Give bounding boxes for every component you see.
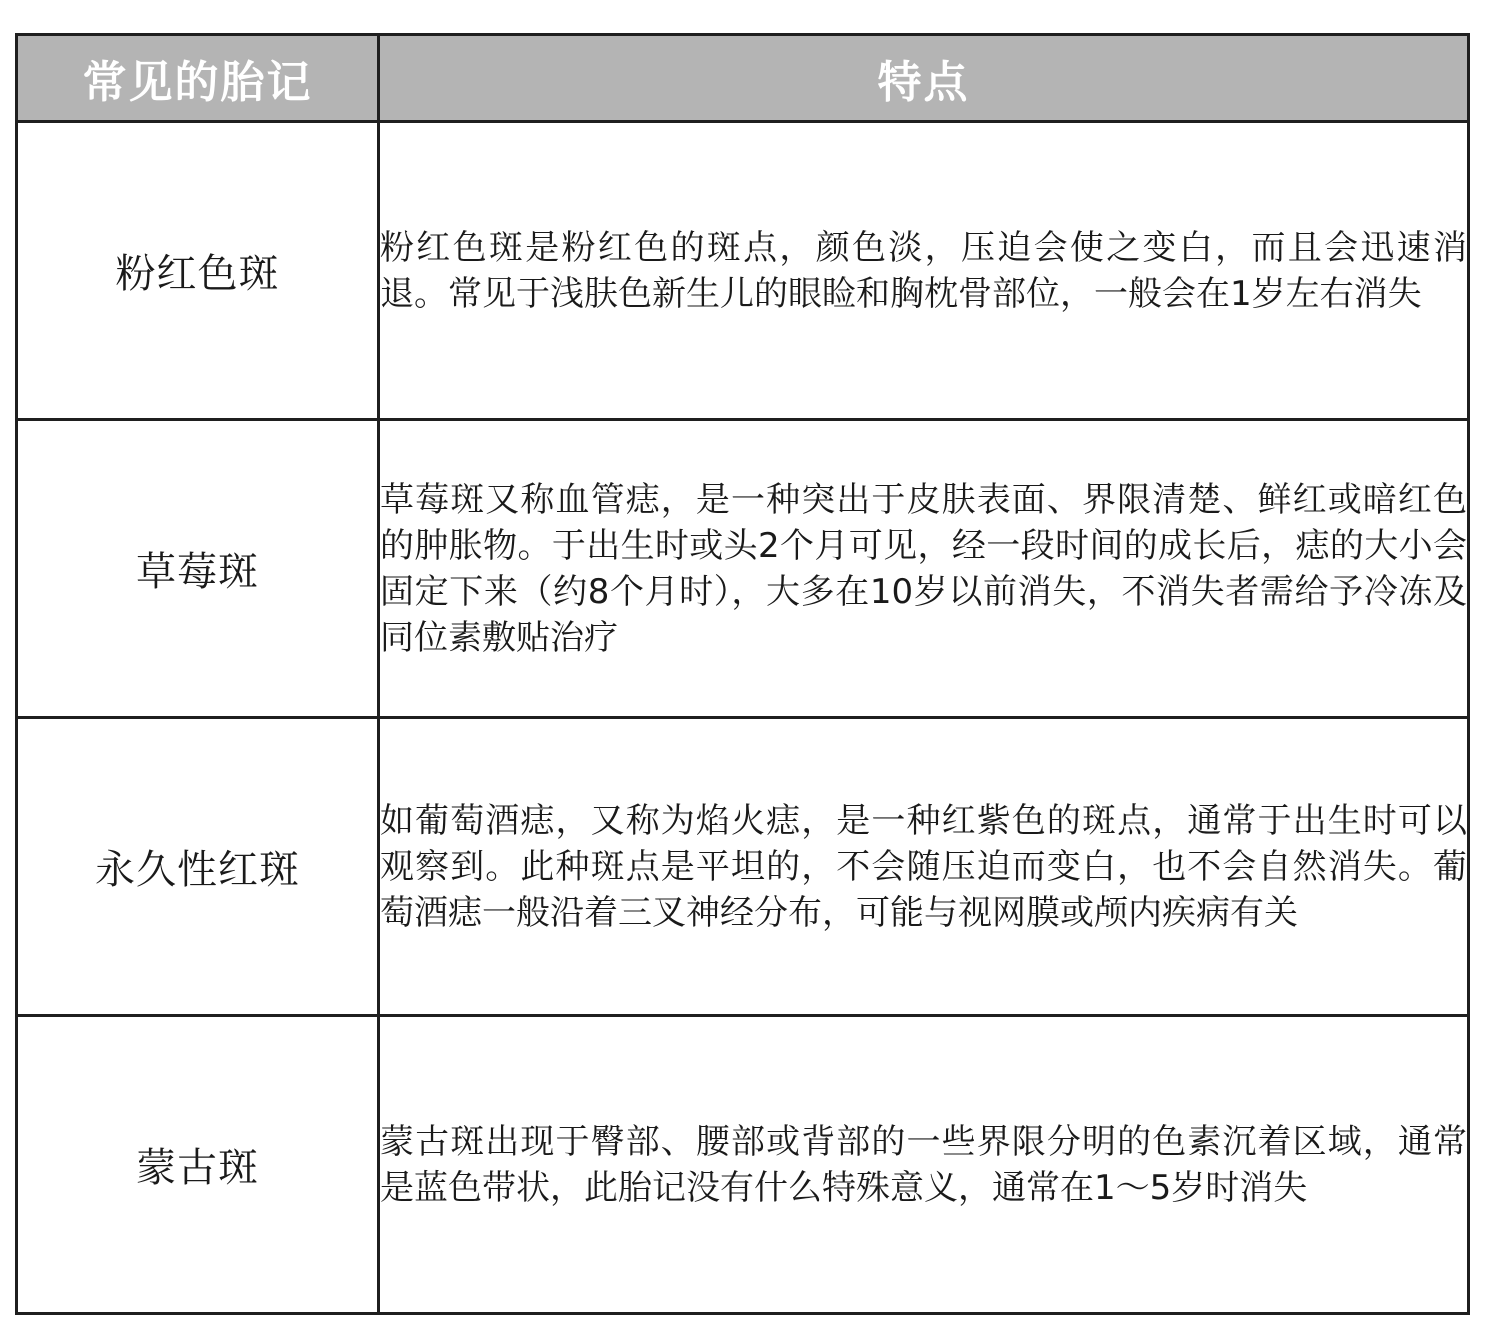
birthmark-feature	[379, 122, 1469, 420]
header-characteristics: 特点	[379, 35, 1469, 122]
birthmark-feature-text: 如葡萄酒痣，又称为焰火痣，是一种红紫色的斑点，通常于出生时可以观察到。此种斑点是平坦的，不会随压迫而变白，也不会自然消失。葡萄酒痣一般沿着三叉神经分布，可能与视网膜或颅内疾病有关	[380, 800, 1467, 933]
birthmark-name: 永久性红斑	[17, 718, 379, 1016]
birthmark-feature-text: 蒙古斑出现于臀部、腰部或背部的一些界限分明的色素沉着区域，通常是蓝色带状，此胎记没有什么特殊意义，通常在1～5岁时消失	[380, 1121, 1467, 1208]
table-header-row	[17, 35, 1469, 122]
birthmark-name: 草莓斑	[17, 420, 379, 718]
birthmark-feature-text: 粉红色斑是粉红色的斑点，颜色淡，压迫会使之变白，而且会迅速消退。常见于浅肤色新生儿的眼睑和胸枕骨部位，一般会在1岁左右消失	[380, 227, 1467, 314]
table-row	[17, 122, 1469, 420]
birthmark-feature-text: 草莓斑又称血管痣，是一种突出于皮肤表面、界限清楚、鲜红或暗红色的肿胀物。于出生时或头2个月可见，经一段时间的成长后，痣的大小会固定下来（约8个月时），大多在10岁以前消失，不消失者需给予冷冻及同位素敷贴治疗	[380, 479, 1467, 658]
birthmark-feature	[379, 420, 1469, 718]
table-row	[17, 420, 1469, 718]
birthmark-table-container	[15, 33, 1467, 1313]
birthmark-table	[15, 33, 1470, 1315]
table-row	[17, 1016, 1469, 1314]
birthmark-name: 粉红色斑	[17, 122, 379, 420]
header-common-birthmarks: 常见的胎记	[17, 35, 379, 122]
birthmark-feature	[379, 718, 1469, 1016]
table-row	[17, 718, 1469, 1016]
birthmark-name: 蒙古斑	[17, 1016, 379, 1314]
birthmark-feature	[379, 1016, 1469, 1314]
